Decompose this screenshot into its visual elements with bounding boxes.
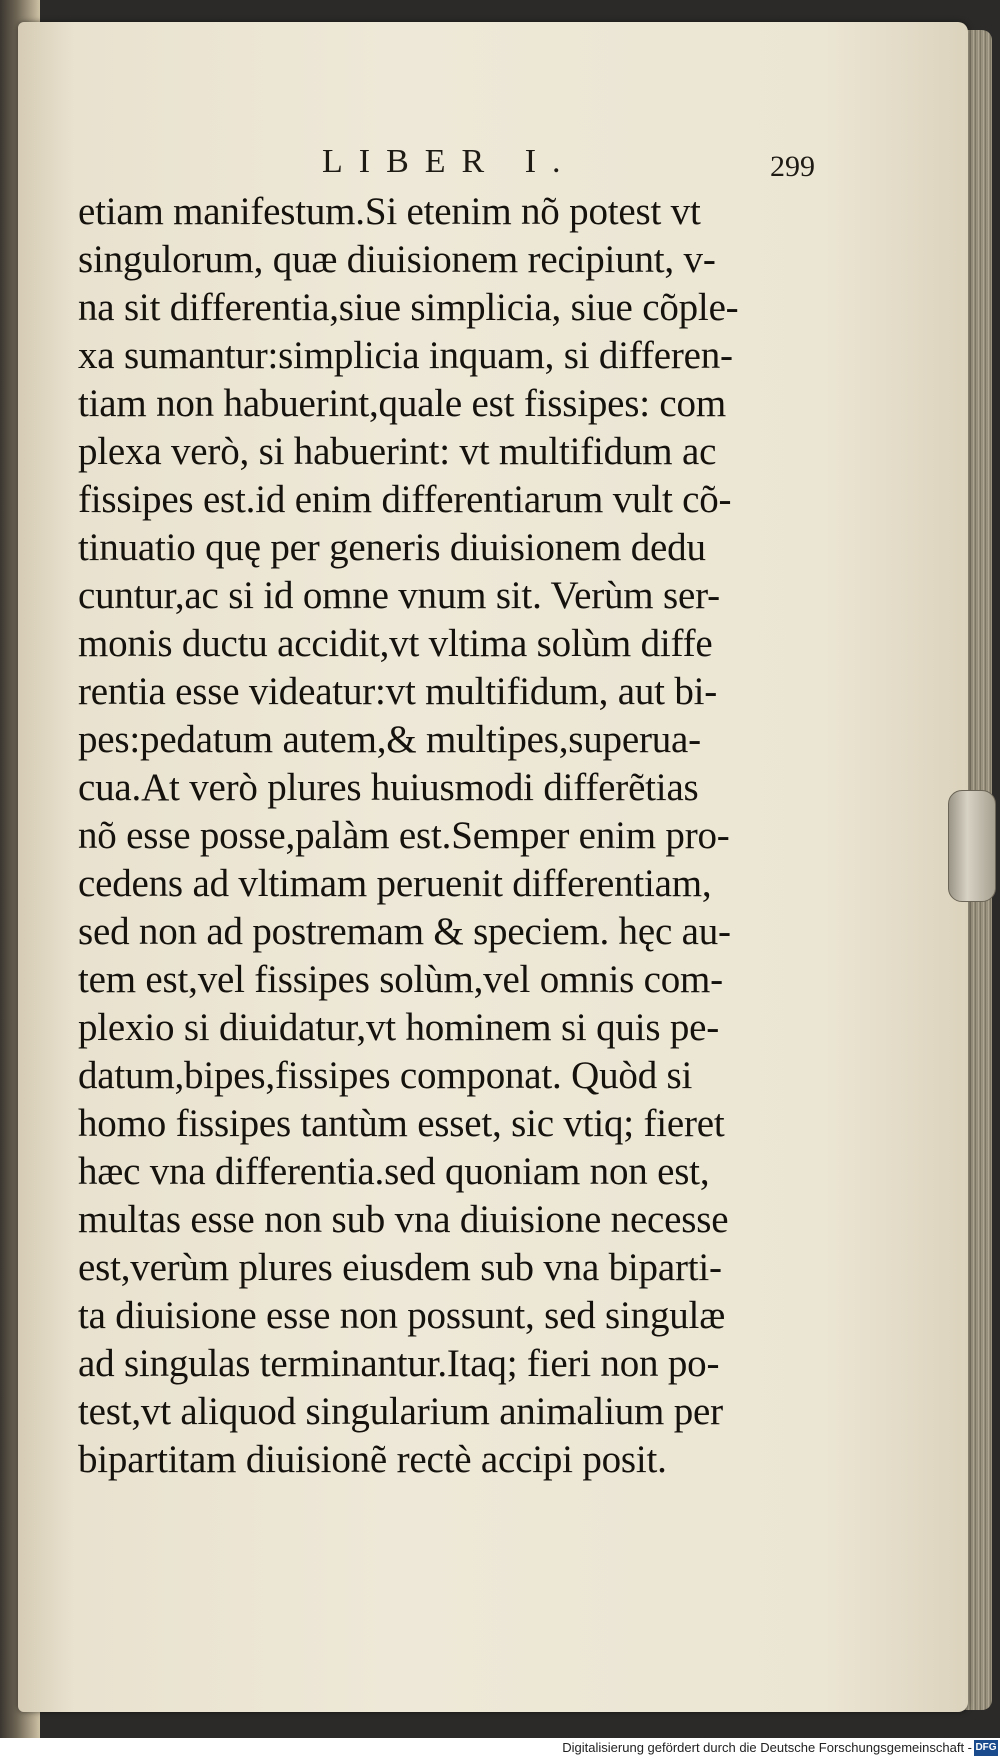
text-line: bipartitam diuisionẽ rectè accipi posit. — [78, 1438, 667, 1481]
text-line: na sit differentia,siue simplicia, siue cõple- — [78, 286, 739, 329]
text-line: cedens ad vltimam peruenit differentiam, — [78, 862, 712, 905]
text-line: tem est,vel fissipes solùm,vel omnis com- — [78, 958, 723, 1001]
text-line: xa sumantur:simplicia inquam, si differen- — [78, 334, 733, 377]
text-line: monis ductu accidit,vt vltima solùm diffe — [78, 622, 713, 665]
text-line: datum,bipes,fissipes componat. Quòd si — [78, 1054, 693, 1097]
page-number: 299 — [770, 150, 815, 183]
text-line: singulorum, quæ diuisionem recipiunt, v- — [78, 238, 716, 281]
text-line: fissipes est.id enim differentiarum vult cõ- — [78, 478, 732, 521]
text-line: hæc vna differentia.sed quoniam non est, — [78, 1150, 710, 1193]
text-line: homo fissipes tantùm esset, sic vtiq; fieret — [78, 1102, 725, 1145]
dfg-logo[interactable]: DFG — [974, 1740, 998, 1756]
text-line: tinuatio quę per generis diuisionem dedu — [78, 526, 706, 569]
text-line: test,vt aliquod singularium animalium per — [78, 1390, 723, 1433]
text-line: ta diuisione esse non possunt, sed singulæ — [78, 1294, 726, 1337]
text-line: sed non ad postremam & speciem. hęc au- — [78, 910, 731, 953]
body-text — [78, 188, 838, 1518]
text-line: ad singulas terminantur.Itaq; fieri non po- — [78, 1342, 720, 1385]
text-line: cua.At verò plures huiusmodi differẽtias — [78, 766, 699, 809]
text-line: etiam manifestum.Si etenim nõ potest vt — [78, 190, 701, 233]
text-line: cuntur,ac si id omne vnum sit. Verùm ser- — [78, 574, 720, 617]
text-line: pes:pedatum autem,& multipes,superua- — [78, 718, 701, 761]
text-line: plexio si diuidatur,vt hominem si quis pe- — [78, 1006, 720, 1049]
page-clip — [948, 790, 996, 902]
digitization-credit: Digitalisierung gefördert durch die Deutsche Forschungsgemeinschaft - — [562, 1740, 972, 1755]
text-line: plexa verò, si habuerint: vt multifidum ac — [78, 430, 717, 473]
footer-bar — [0, 1738, 1000, 1759]
text-line: rentia esse videatur:vt multifidum, aut bi- — [78, 670, 718, 713]
text-line: est,verùm plures eiusdem sub vna biparti- — [78, 1246, 722, 1289]
running-head: LIBER I. — [322, 143, 577, 180]
text-line: multas esse non sub vna diuisione necesse — [78, 1198, 729, 1241]
text-line: nõ esse posse,palàm est.Semper enim pro- — [78, 814, 730, 857]
text-line: tiam non habuerint,quale est fissipes: com — [78, 382, 726, 425]
